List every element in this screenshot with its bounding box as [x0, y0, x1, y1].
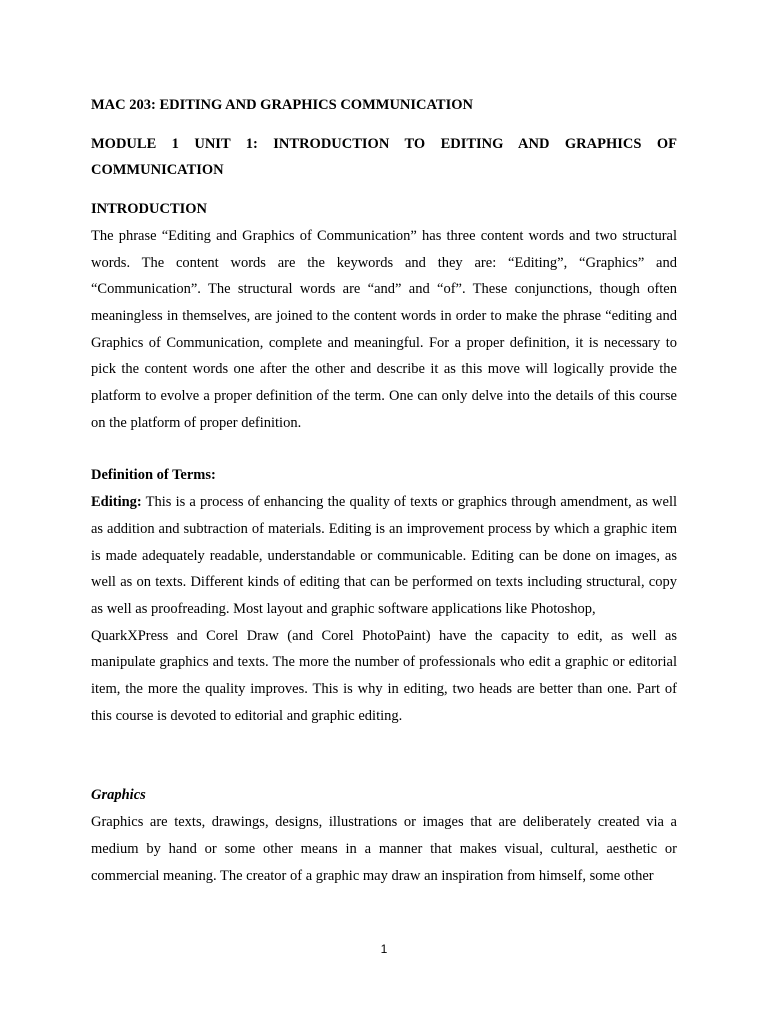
page-number: 1	[380, 942, 388, 956]
graphics-heading: Graphics	[91, 787, 146, 804]
editing-paragraph-continued: QuarkXPress and Corel Draw (and Corel PhotoPaint) have the capacity to edit, as well as manipulate graphics and texts. The more the number of professionals who edit a graphic or editorial item, the more the quality improves. This is why in editing, two heads are better than one. Part of this course is devoted to editorial and graphic editing.	[91, 627, 677, 724]
graphics-paragraph: Graphics are texts, drawings, designs, illustrations or images that are deliberately created via a medium by hand or some other means in a manner that makes visual, cultural, aesthetic or commercial meaning. The creator of a graphic may draw an inspiration from himself, some other	[91, 814, 677, 884]
editing-paragraph	[91, 489, 677, 623]
page-content	[91, 92, 677, 889]
introduction-paragraph: The phrase “Editing and Graphics of Communication” has three content words and two structural words. The content words are the keywords and they are: “Editing”, “Graphics” and “Communication”. The structural words are “and” and “of”. These conjunctions, though often meaningless in themselves, are joined to the content words in order to make the phrase “editing and Graphics of Communication, complete and meaningful. For a proper definition, it is necessary to pick the content words one after the other and describe it as this move will logically provide the platform to evolve a proper definition of the term. One can only delve into the details of this course on the platform of proper definition.	[91, 227, 677, 431]
definition-of-terms-heading: Definition of Terms:	[91, 467, 216, 484]
course-title: MAC 203: EDITING AND GRAPHICS COMMUNICATION	[91, 97, 473, 113]
editing-term: Editing:	[91, 494, 142, 511]
introduction-heading: INTRODUCTION	[91, 201, 208, 218]
editing-text: This is a process of enhancing the quality of texts or graphics through amendment, as well as addition and subtraction of materials. Editing is an improvement process by which a graphic item is made adequately readable, understandable or communicable. Editing can be done on images, as well as on texts. Different kinds of editing that can be performed on texts including structural, copy as well as proofreading. Most layout and graphic software applications like Photoshop,	[91, 494, 677, 617]
module-title: MODULE 1 UNIT 1: INTRODUCTION TO EDITING AND GRAPHICS OF COMMUNICATION	[91, 135, 677, 179]
